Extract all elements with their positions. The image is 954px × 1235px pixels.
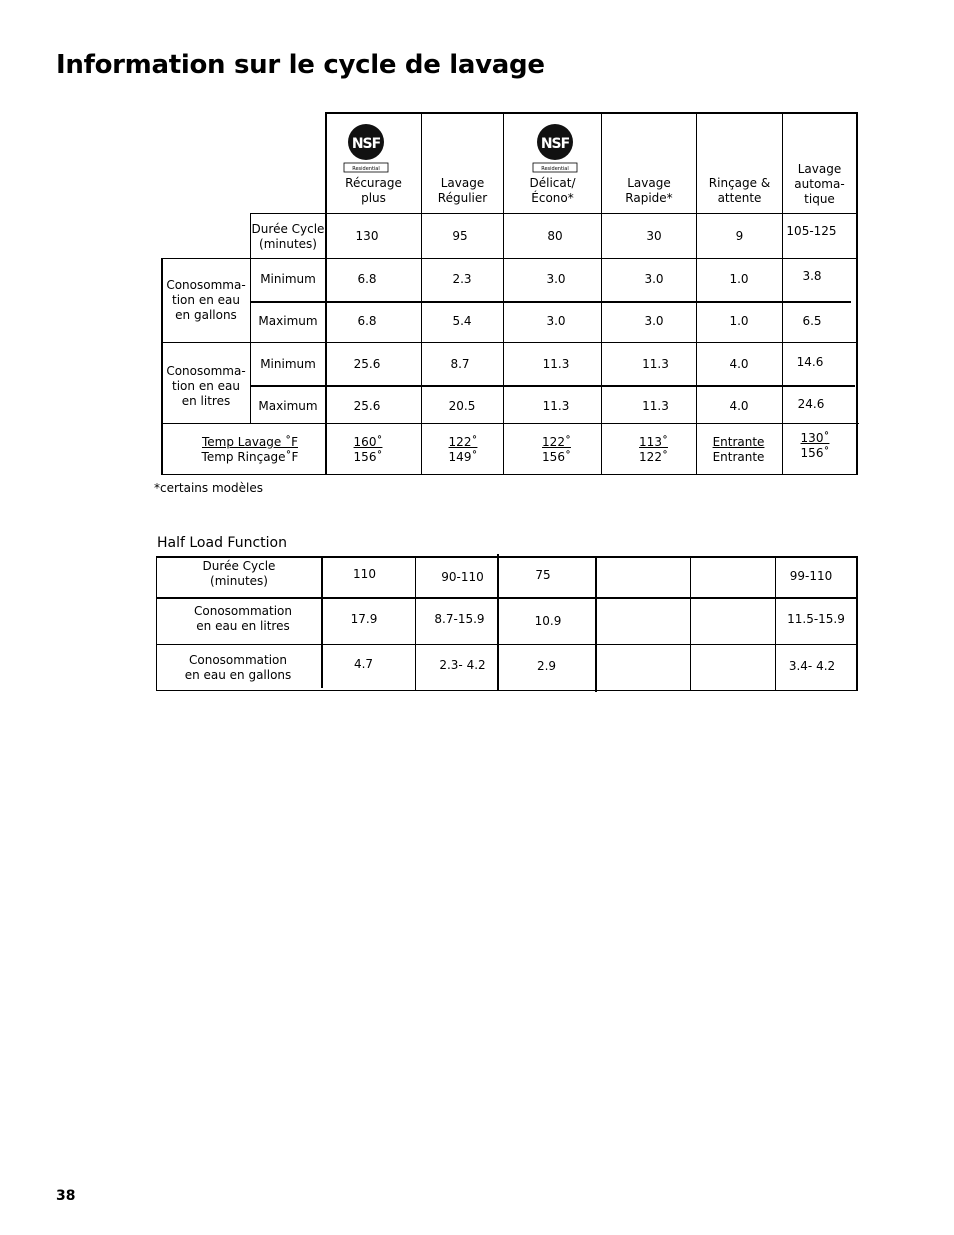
table-cell: 5.4 <box>452 314 472 328</box>
table-cell: 105-125 <box>786 224 837 238</box>
table-cell: 130 <box>355 229 379 243</box>
row-label-temperature: Temp Lavage ˚F Temp Rinçage˚F <box>201 435 299 464</box>
column-header: Lavage automa- tique <box>794 162 845 206</box>
temp-cell: 122˚ 156˚ <box>542 435 571 464</box>
table-cell: 110 <box>353 567 376 581</box>
table-cell: 3.8 <box>802 269 822 283</box>
table-cell: 3.0 <box>644 272 664 286</box>
table-cell: 99-110 <box>789 569 833 583</box>
table-cell: 6.8 <box>357 314 377 328</box>
nsf-sub-text: Residential <box>541 166 569 172</box>
table-cell: 90-110 <box>441 570 484 584</box>
column-header: Rinçage & attente <box>708 176 771 205</box>
table-cell: 30 <box>646 229 662 243</box>
table-cell: 11.5-15.9 <box>787 612 845 626</box>
table-cell: 17.9 <box>350 612 378 626</box>
column-header: Lavage Régulier <box>437 176 488 205</box>
table-cell: 1.0 <box>729 272 749 286</box>
nsf-logo-text: NSF <box>540 136 570 152</box>
row-label-minimum: Minimum <box>260 357 316 371</box>
column-header: Lavage Rapide* <box>625 176 673 205</box>
table-cell: 6.5 <box>802 314 822 328</box>
table-cell: 24.6 <box>797 397 825 411</box>
nsf-certification-icon <box>532 123 578 173</box>
half-load-row-label: Durée Cycle (minutes) <box>202 559 276 588</box>
temp-cell: Entrante Entrante <box>712 435 765 464</box>
column-header: Délicat/ Écono* <box>529 176 576 205</box>
temp-cell: 122˚ 149˚ <box>448 435 478 464</box>
table-cell: 11.3 <box>542 399 570 413</box>
temp-cell: 113˚ 122˚ <box>639 435 668 464</box>
half-load-row-label: Conosommation en eau en gallons <box>184 653 292 682</box>
table-cell: 3.0 <box>546 314 566 328</box>
row-label-maximum: Maximum <box>258 314 318 328</box>
temp-cell: 160˚ 156˚ <box>353 435 383 464</box>
page-title: Information sur le cycle de lavage <box>56 50 545 80</box>
half-load-row-label: Conosommation en eau en litres <box>194 604 292 633</box>
table-cell: 3.0 <box>644 314 664 328</box>
table-cell: 20.5 <box>448 399 476 413</box>
page-number: 38 <box>56 1188 76 1204</box>
table-cell: 80 <box>547 229 563 243</box>
table-cell: 75 <box>535 568 551 582</box>
table-cell: 2.3- 4.2 <box>439 658 486 672</box>
half-load-heading: Half Load Function <box>157 535 287 551</box>
nsf-sub-text: Residential <box>352 166 380 172</box>
table-cell: 4.0 <box>729 357 749 371</box>
table-cell: 2.9 <box>536 659 557 673</box>
nsf-certification-icon <box>343 123 389 173</box>
row-group-gallons: Conosomma- tion en eau en gallons <box>166 278 246 322</box>
table-cell: 10.9 <box>534 614 562 628</box>
table-cell: 3.0 <box>546 272 566 286</box>
temp-cell: 130˚ 156˚ <box>800 431 830 460</box>
table-cell: 95 <box>452 229 468 243</box>
table-cell: 2.3 <box>452 272 472 286</box>
table-cell: 11.3 <box>642 399 669 413</box>
table-cell: 3.4- 4.2 <box>788 659 836 673</box>
table-cell: 6.8 <box>357 272 377 286</box>
row-label-maximum: Maximum <box>258 399 318 413</box>
nsf-logo-text: NSF <box>351 136 381 152</box>
table-cell: 25.6 <box>353 357 381 371</box>
table-cell: 25.6 <box>353 399 381 413</box>
row-label-duration: Durée Cycle (minutes) <box>251 222 325 251</box>
table-cell: 1.0 <box>729 314 749 328</box>
column-header: Récurage plus <box>345 176 402 205</box>
row-group-litres: Conosomma- tion en eau en litres <box>166 364 246 408</box>
table-cell: 11.3 <box>642 357 669 371</box>
table-cell: 4.7 <box>353 657 374 671</box>
table-cell: 14.6 <box>796 355 824 369</box>
table-cell: 9 <box>735 229 744 243</box>
row-label-minimum: Minimum <box>260 272 316 286</box>
table-cell: 4.0 <box>729 399 749 413</box>
table-cell: 11.3 <box>542 357 570 371</box>
table-cell: 8.7 <box>450 357 470 371</box>
table-cell: 8.7-15.9 <box>434 612 485 626</box>
footnote: *certains modèles <box>154 481 263 495</box>
